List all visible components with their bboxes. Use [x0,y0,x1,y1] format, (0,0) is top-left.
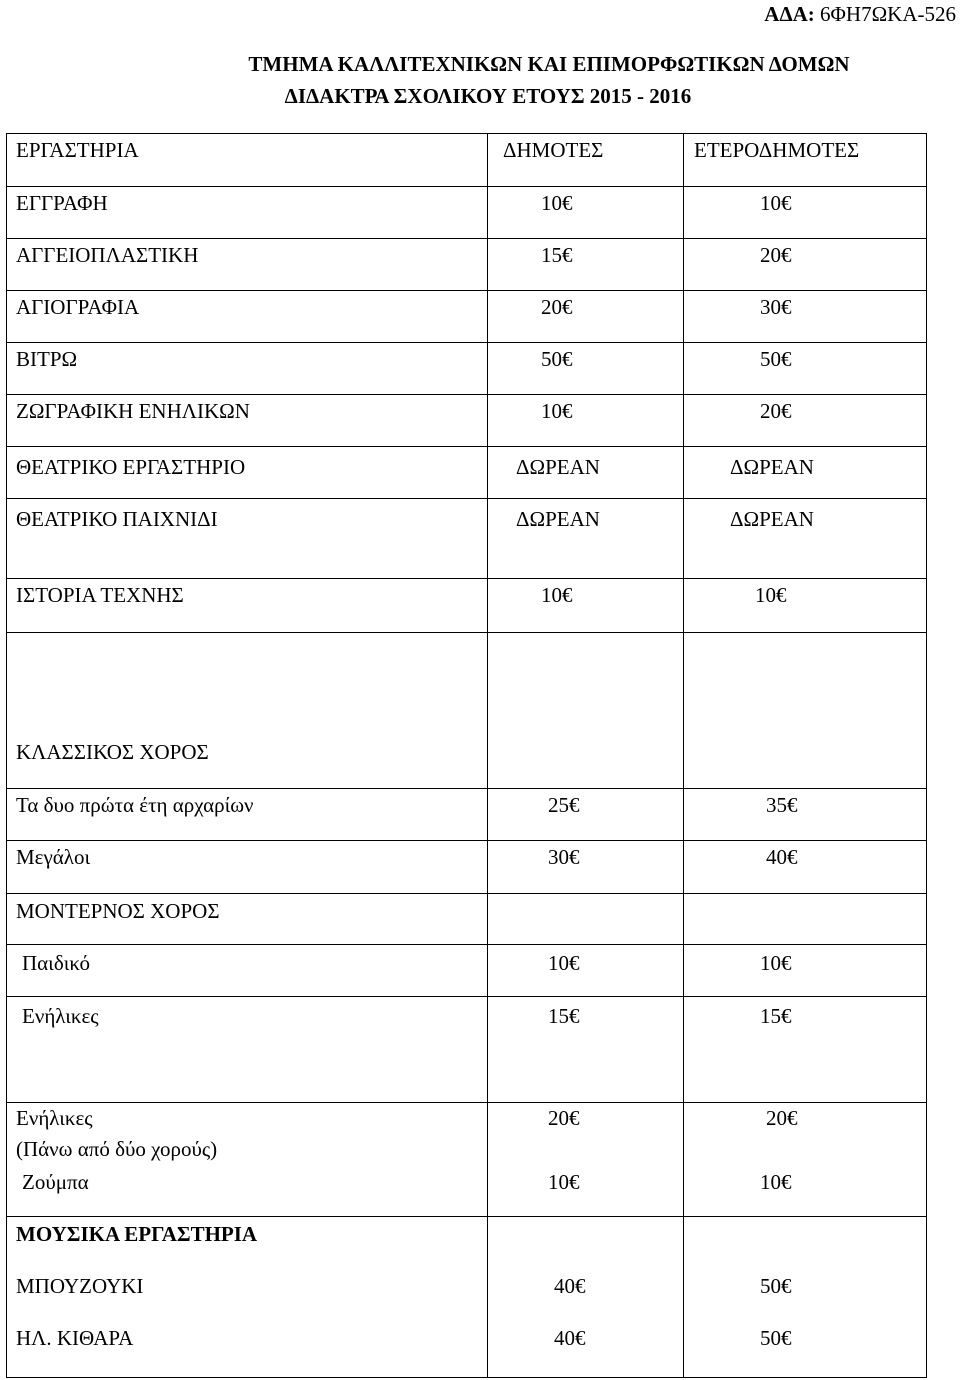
section-heading: ΜΟΝΤΕΡΝΟΣ ΧΟΡΟΣ [16,899,220,923]
row-line [6,893,927,894]
row-name-note: (Πάνω από δύο χορούς) [16,1137,218,1161]
ada-number [764,2,956,27]
row-residents: ΔΩΡΕΑΝ [516,455,600,479]
row-residents: 10€ [548,1170,580,1194]
row-residents: 40€ [554,1274,586,1298]
row-non-residents: 20€ [766,1106,798,1130]
row-line [6,944,927,945]
row-residents: 15€ [548,1004,580,1028]
document-subtitle: ΔΙΔΑΚΤΡΑ ΣΧΟΛΙΚΟΥ ΕΤΟΥΣ 2015 - 2016 [284,84,692,108]
ada-value: 6ΦΗ7ΩΚΑ-526 [820,2,956,26]
row-line [6,1216,927,1217]
row-non-residents: 50€ [760,347,792,371]
row-non-residents: 10€ [760,1170,792,1194]
row-line [6,498,927,499]
row-non-residents: 10€ [760,191,792,215]
row-line [6,1102,927,1103]
row-line [6,394,927,395]
row-residents: 25€ [548,793,580,817]
row-residents: 20€ [548,1106,580,1130]
section-heading: ΚΛΑΣΣΙΚΟΣ ΧΟΡΟΣ [16,740,209,764]
row-non-residents: 10€ [760,951,792,975]
row-name: Ζούμπα [22,1170,89,1194]
row-residents: 40€ [554,1326,586,1350]
row-line [6,133,927,134]
row-residents: 10€ [541,191,573,215]
row-line [6,788,927,789]
row-non-residents: 10€ [755,583,787,607]
header-workshops: ΕΡΓΑΣΤΗΡΙΑ [16,138,139,162]
row-non-residents: 20€ [760,399,792,423]
row-residents: 30€ [548,845,580,869]
row-non-residents: ΔΩΡΕΑΝ [730,455,814,479]
row-non-residents: 40€ [766,845,798,869]
row-name: ΙΣΤΟΡΙΑ ΤΕΧΝΗΣ [16,583,184,607]
row-residents: 10€ [548,951,580,975]
row-non-residents: 30€ [760,295,792,319]
row-residents: 10€ [541,583,573,607]
row-name: ΑΓΙΟΓΡΑΦΙΑ [16,295,140,319]
row-line [6,1377,927,1378]
header-residents: ΔΗΜΟΤΕΣ [503,138,604,162]
table-border-left [6,133,7,1378]
row-name: ΘΕΑΤΡΙΚΟ ΠΑΙΧΝΙΔΙ [16,507,218,531]
row-residents: 50€ [541,347,573,371]
document-title: ΤΜΗΜΑ ΚΑΛΛΙΤΕΧΝΙΚΩΝ ΚΑΙ ΕΠΙΜΟΡΦΩΤΙΚΩΝ ΔΟΜΩΝ [248,52,850,76]
row-line [6,996,927,997]
row-line [6,446,927,447]
column-divider-2 [683,133,684,1378]
ada-label: ΑΔΑ: [764,2,815,26]
row-non-residents: 50€ [760,1326,792,1350]
row-non-residents: 15€ [760,1004,792,1028]
row-name: ΕΓΓΡΑΦΗ [16,191,108,215]
row-name: Ενήλικες [22,1004,99,1028]
row-residents: 20€ [541,295,573,319]
row-name: Μεγάλοι [16,845,91,869]
row-name: Παιδικό [22,951,90,975]
row-line [6,290,927,291]
row-line [6,342,927,343]
row-name: ΜΠΟΥΖΟΥΚΙ [16,1274,144,1298]
row-name: ΖΩΓΡΑΦΙΚΗ ΕΝΗΛΙΚΩΝ [16,399,250,423]
column-divider-1 [487,133,488,1378]
row-non-residents: ΔΩΡΕΑΝ [730,507,814,531]
row-non-residents: 35€ [766,793,798,817]
row-name: ΗΛ. ΚΙΘΑΡΑ [16,1326,134,1350]
table-border-right [926,133,927,1378]
row-residents: ΔΩΡΕΑΝ [516,507,600,531]
row-non-residents: 20€ [760,243,792,267]
row-name: ΘΕΑΤΡΙΚΟ ΕΡΓΑΣΤΗΡΙΟ [16,455,246,479]
row-line [6,238,927,239]
row-residents: 10€ [541,399,573,423]
row-line [6,186,927,187]
row-line [6,578,927,579]
row-non-residents: 50€ [760,1274,792,1298]
row-line [6,840,927,841]
section-heading: ΜΟΥΣΙΚΑ ΕΡΓΑΣΤΗΡΙΑ [16,1222,258,1246]
row-residents: 15€ [541,243,573,267]
row-line [6,632,927,633]
row-name: ΑΓΓΕΙΟΠΛΑΣΤΙΚΗ [16,243,199,267]
row-name: Ενήλικες [16,1106,93,1130]
header-non-residents: ΕΤΕΡΟΔΗΜΟΤΕΣ [694,138,860,162]
row-name: ΒΙΤΡΩ [16,347,78,371]
row-name: Τα δυο πρώτα έτη αρχαρίων [16,793,254,817]
